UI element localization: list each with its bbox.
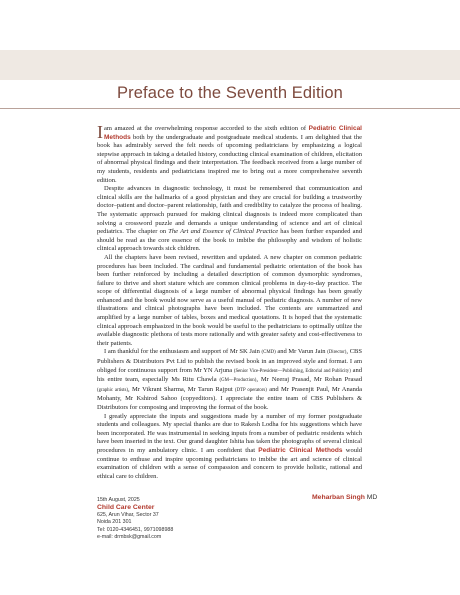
p4-t7: and Mr Prasenjit Paul, Mr Ananda Mohanty, Mr Kshirod Sahoo (copyeditors). I appreciate the entire team of CBS Publishers & Distributors for composing and improving the format of the book. (97, 385, 363, 411)
p4-s4: (GM—Production) (219, 378, 257, 384)
preface-date: 15th August, 2025 (97, 497, 140, 503)
paragraph-2 (97, 185, 362, 254)
p4-s5: (graphic artists) (97, 387, 128, 393)
drop-cap: I (97, 122, 103, 142)
p4-s6: (DTP operators) (235, 387, 267, 393)
header-band (0, 50, 460, 80)
paragraph-3: All the chapters have been revised, rewritten and updated. A new chapter on common pediatric procedures has been included. The cardinal and fundamental pediatric orientation of the book has been further reinforced by including a detailed description of common dysmorphic syndromes, failure to thrive and short stature which are common clinical problems in day-to-day practice. The scope of differential diagnosis of a large number of abnormal physical findings has been greatly enhanced and the book would now serve as a useful manual of pediatric diagnosis. A number of new illustrations and clinical photographs have been included. The contents are summarized and amplified by a large number of tables, boxes and medical quotations. It is hoped that the systematic clinical approach emphasized in the book would be useful to the pediatricians to optimally utilize the available diagnostic plethora of tests more rationally and with greater safety and cost-effectiveness to their patients. (97, 253, 362, 347)
p4-s3: (Senior Vice-President—Publishing, Editorial and Publicity) (233, 368, 351, 374)
p4-t4: and his entire team, especially Ms Ritu Chawla (97, 366, 362, 384)
p4-t5: , Mr Neeraj Prasad, Mr Rohan Prasad (256, 376, 362, 384)
p1-text-b: both by the undergraduate and postgraduate medical students. I am delighted that the book has admirably served the felt needs of upcoming pediatricians by emphasizing a logical stepwise approach in taking a detailed history, conducting clinical examination of children, elicitation of abnormal physical findings and their interpretation. The feedback received from a large number of my students, residents and pediatricians inspired me to bring out a more comprehensive seventh edition. (97, 133, 362, 184)
p5-text-b: would continue to enthuse and inspire upcoming pediatricians to imbibe the art and science of clinical examination of children with a sense of compassion and concern to provide holistic, rational and ethical care to children. (97, 446, 362, 480)
p5-text-a: I greatly appreciate the inputs and suggestions made by a number of my former postgraduate students and colleagues. My special thanks are due to Rakesh Lodha for his suggestions which have been incorporated. He was instrumental in seeking inputs from a number of pediatric residents which have been inserted in the text. Our grand daughter Ishita has taken the photographs of several clinical procedures in my ambulatory clinic. I am confident that (97, 412, 362, 454)
p4-s1: (CMD) (261, 350, 276, 356)
p4-t2: and Mr Varun Jain (275, 348, 328, 356)
author-signature (312, 494, 378, 501)
page-title: Preface to the Seventh Edition (117, 84, 343, 102)
author-degree: MD (366, 494, 378, 501)
preface-body (97, 122, 363, 481)
paragraph-1 (97, 122, 362, 185)
title-divider (0, 108, 460, 109)
p4-s2: (Director) (327, 350, 347, 356)
organization-name: Child Care Center (97, 504, 155, 512)
address-line: 625, Arun Vihar, Sector 37 (97, 511, 159, 518)
p4-t1: I am thankful for the enthusiasm and support of Mr SK Jain (104, 348, 262, 356)
book-title-highlight: Pediatric Clinical Methods (258, 446, 343, 454)
city-line: Noida 201 301 (97, 519, 132, 526)
p1-text-a: am amazed at the overwhelming response accorded to the sixth edition of (104, 125, 309, 132)
author-name: Meharban Singh (312, 494, 365, 501)
p2-text-a: Despite advances in diagnostic technology, it must be remembered that communication and clinical skills are the hallmarks of a good physician and they are crucial for building a trustworthy doctor–patient and doctor–parent relationship, faith and credibility to catalyze the process of healing. The systematic approach pursued for making clinical diagnosis is indeed more complicated than solving a crossword puzzle and demands a unique understanding of science and art of clinical pediatrics. The chapter on (97, 185, 362, 236)
chapter-title-italic: The Art and Essence of Clinical Practice (168, 228, 279, 236)
paragraph-5 (97, 413, 362, 482)
email-line: e-mail: drmbsk@gmail.com (97, 534, 162, 541)
book-title-highlight: Pediatric Clinical Methods (104, 125, 362, 141)
footer-address-block (97, 497, 277, 541)
p2-text-b: has been further expanded and should be read as the core essence of the book to imbibe the philosophy and wisdom of holistic clinical approach towards sick children. (97, 228, 362, 253)
p4-t6: , Mr Vikrant Sharma, Mr Tarun Rajput (127, 385, 236, 393)
telephone-line: Tel: 0120-4346451, 9971098988 (97, 526, 174, 533)
paragraph-4 (97, 348, 362, 412)
p4-t3: , CBS Publishers & Distributors Pvt Ltd to publish the revised book in an improved style and format. I am obliged for continuous support from Mr YN Arjuna (97, 348, 362, 374)
